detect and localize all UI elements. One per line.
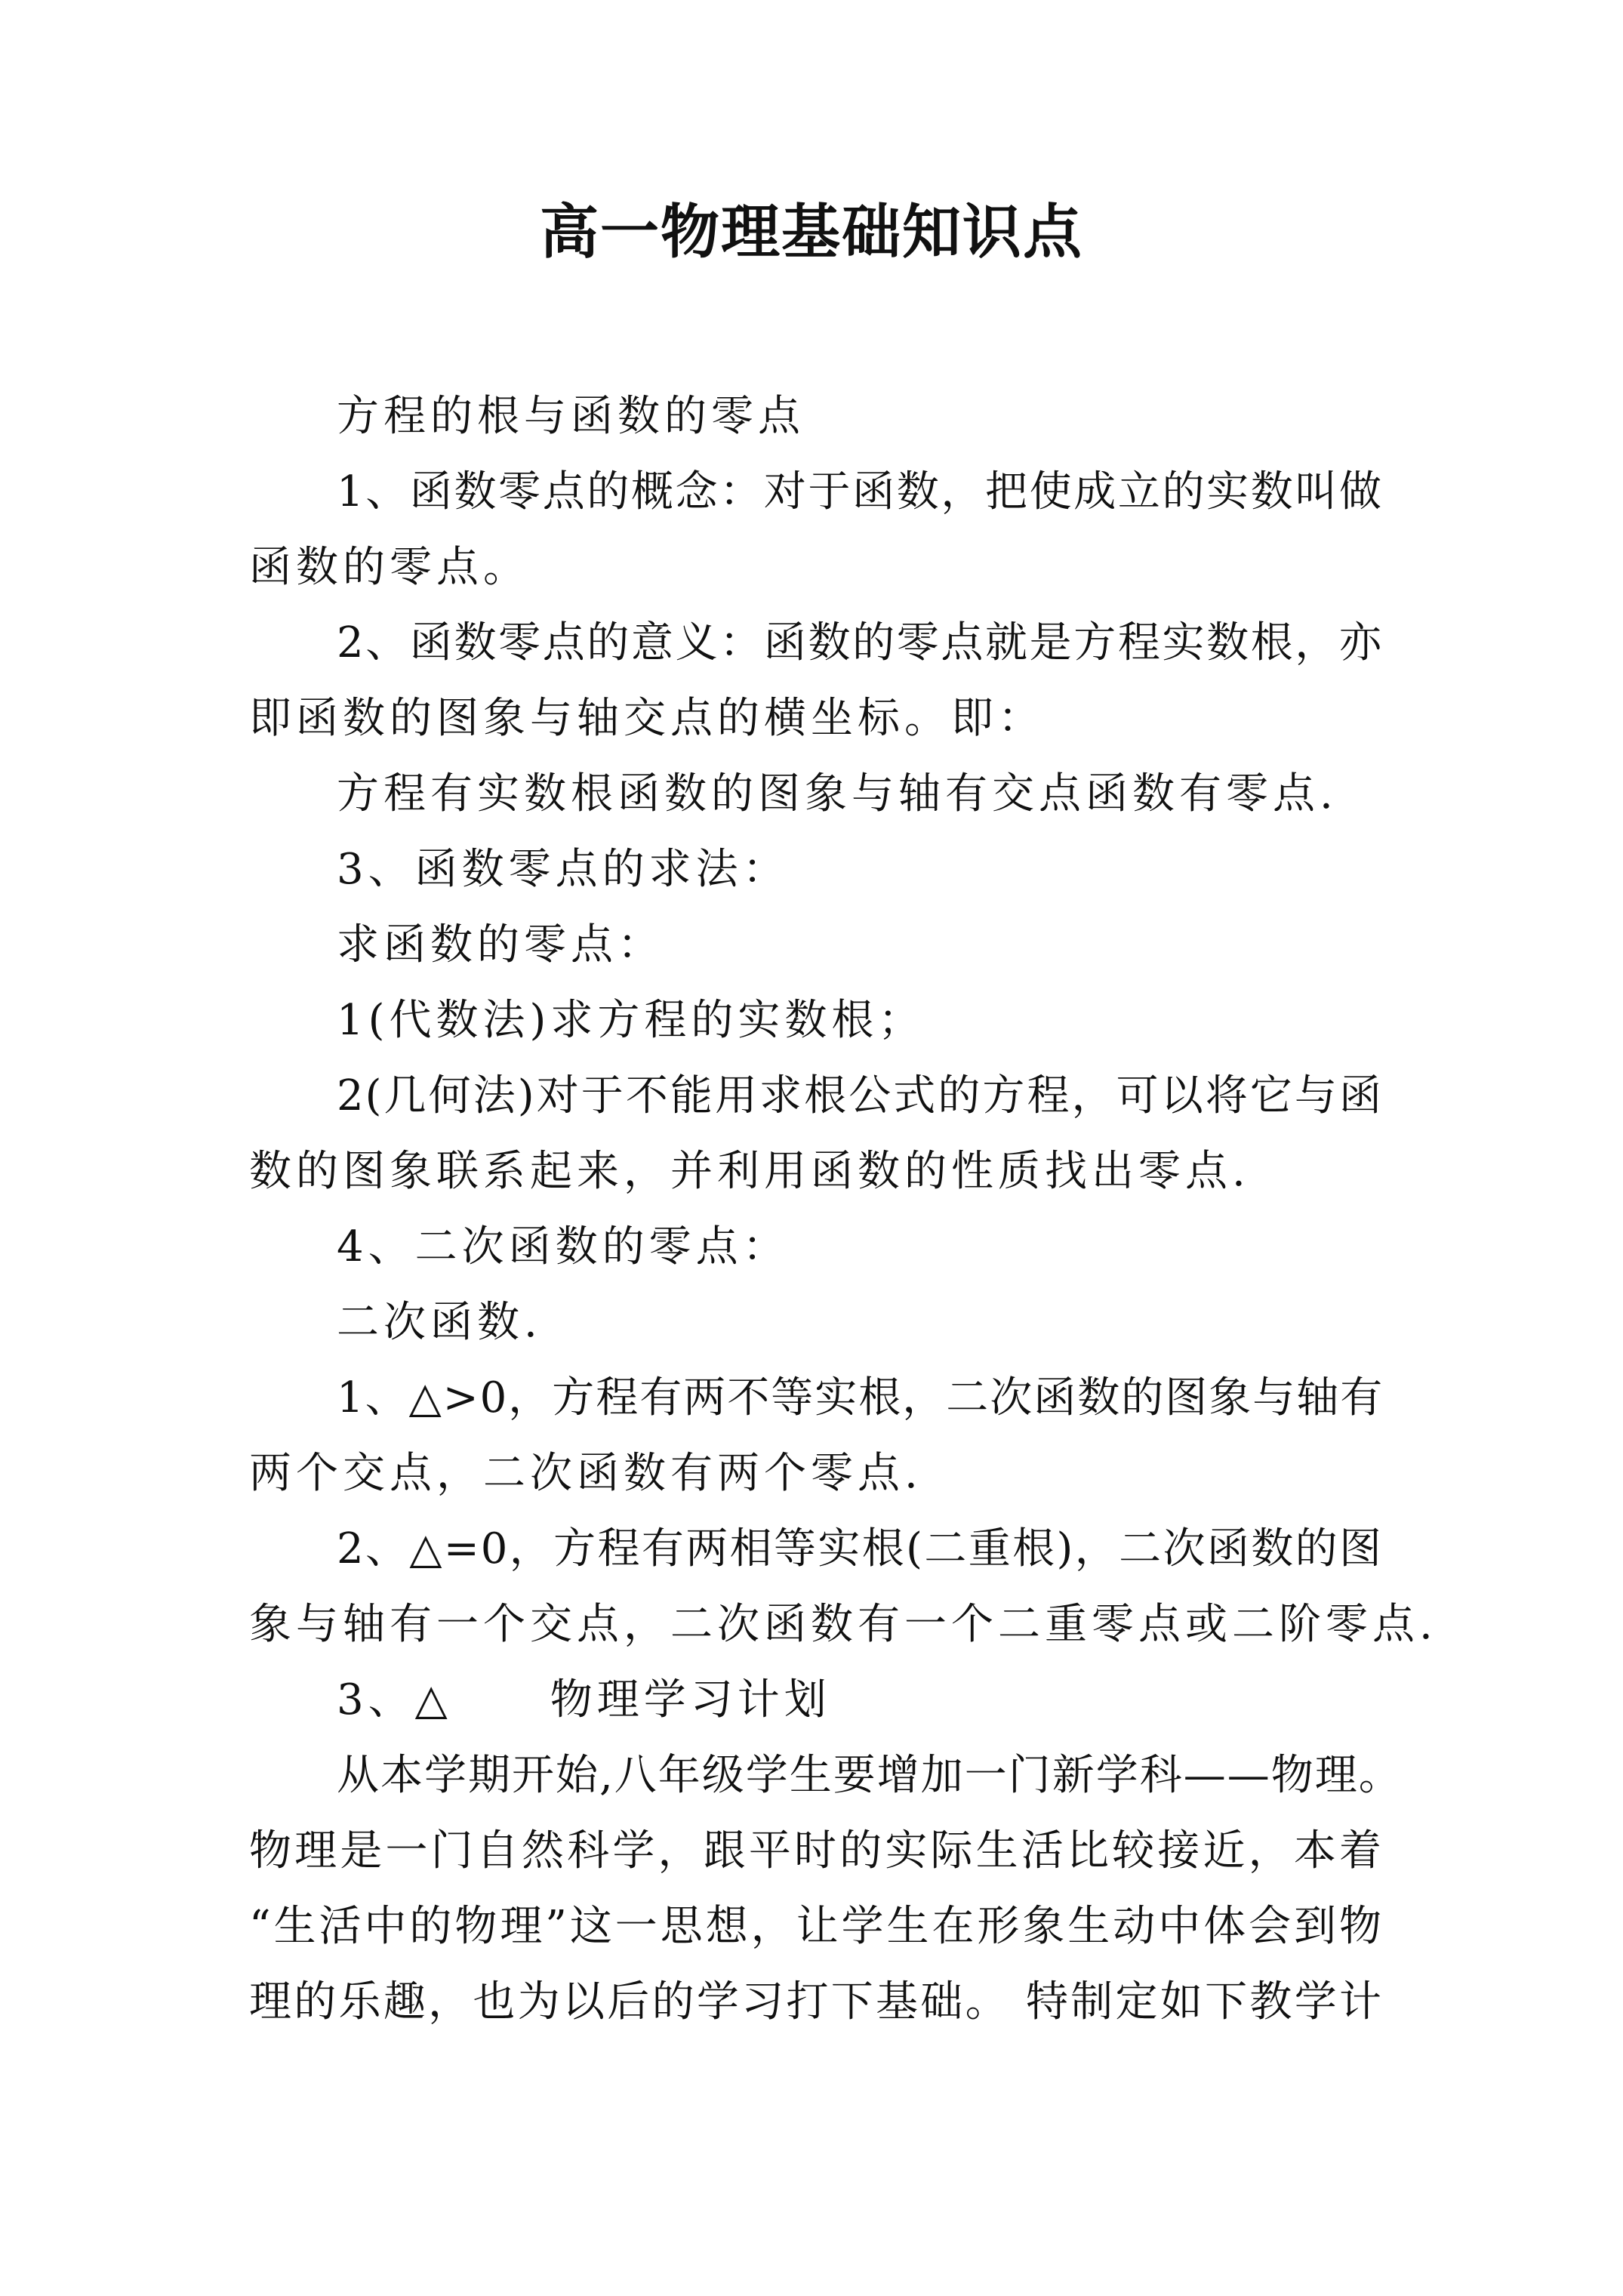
paragraph-fragment: 3、△ xyxy=(337,1675,452,1724)
paragraph-line: 即函数的图象与轴交点的横坐标。即： xyxy=(249,694,1045,743)
paragraph-line: 象与轴有一个交点，二次函数有一个二重零点或二阶零点. xyxy=(249,1600,1437,1649)
paragraph-line xyxy=(337,1670,831,1730)
paragraph-line: 3、函数零点的求法： xyxy=(337,845,790,894)
paragraph-line: 从本学期开始,八年级学生要增加一门新学科——物理。 xyxy=(337,1751,1403,1800)
paragraph-line: 4、二次函数的零点： xyxy=(337,1222,790,1271)
paragraph-line: 物理是一门自然科学，跟平时的实际生活比较接近，本着 xyxy=(249,1826,1383,1875)
section-heading: 方程的根与函数的零点 xyxy=(337,392,805,441)
paragraph-line: 2、函数零点的意义：函数的零点就是方程实数根，亦 xyxy=(337,618,1383,667)
paragraph-line: 数的图象联系起来，并利用函数的性质找出零点. xyxy=(249,1147,1250,1196)
paragraph-line: “生活中的物理”这一思想，让学生在形象生动中体会到物 xyxy=(249,1902,1383,1951)
document-title: 高一物理基础知识点 xyxy=(539,198,1083,267)
paragraph-line: 求函数的零点： xyxy=(337,920,664,969)
paragraph-line: 理的乐趣，也为以后的学习打下基础。 特制定如下教学计 xyxy=(249,1977,1383,2026)
paragraph-line: 1(代数法)求方程的实数根； xyxy=(337,996,925,1045)
paragraph-line: 二次函数. xyxy=(337,1298,542,1347)
paragraph-line: 函数的零点。 xyxy=(249,543,530,592)
paragraph-line: 2、△=0，方程有两相等实根(二重根)，二次函数的图 xyxy=(337,1524,1383,1573)
paragraph-line: 1、函数零点的概念：对于函数，把使成立的实数叫做 xyxy=(337,467,1383,516)
paragraph-line: 2(几何法)对于不能用求根公式的方程，可以将它与函 xyxy=(337,1071,1383,1120)
section-heading: 物理学习计划 xyxy=(550,1675,831,1724)
paragraph-line: 两个交点，二次函数有两个零点. xyxy=(249,1449,922,1498)
paragraph-line: 方程有实数根函数的图象与轴有交点函数有零点. xyxy=(337,769,1338,818)
paragraph-line: 1、△>0，方程有两不等实根，二次函数的图象与轴有 xyxy=(337,1373,1384,1422)
